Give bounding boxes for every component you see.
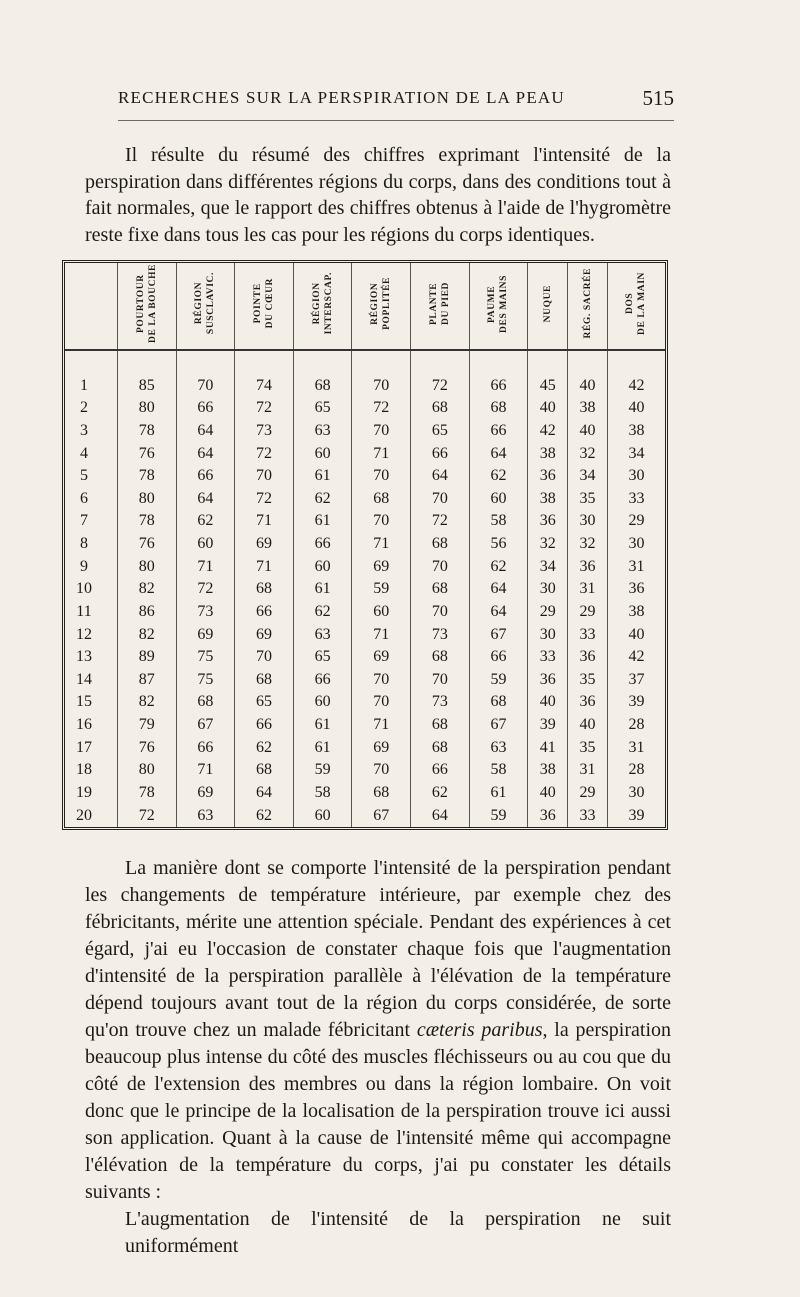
table-cell: 69 bbox=[235, 533, 294, 556]
table-cell: 64 bbox=[176, 420, 235, 443]
table-cell: 36 bbox=[568, 555, 608, 578]
table-cell: 82 bbox=[118, 623, 177, 646]
table-cell: 63 bbox=[293, 420, 352, 443]
column-header bbox=[118, 263, 177, 350]
table-cell: 71 bbox=[352, 442, 411, 465]
table-cell: 71 bbox=[352, 714, 411, 737]
table-cell: 72 bbox=[411, 510, 470, 533]
table-cell: 72 bbox=[235, 487, 294, 510]
running-title: RECHERCHES SUR LA PERSPIRATION DE LA PEAU bbox=[118, 88, 565, 107]
table-cell: 59 bbox=[469, 804, 528, 827]
table-cell: 59 bbox=[469, 668, 528, 691]
table-cell: 40 bbox=[528, 397, 568, 420]
final-line: L'augmentation de l'intensité de la perspiration ne suit uniformément bbox=[125, 1208, 671, 1257]
table-cell: 60 bbox=[352, 601, 411, 624]
row-number-cell: 6 bbox=[80, 489, 88, 507]
row-number-cell: 5 bbox=[80, 467, 88, 485]
table-header-row bbox=[65, 263, 665, 350]
table-row bbox=[65, 533, 665, 556]
table-cell: 28 bbox=[607, 759, 665, 782]
table-cell: 76 bbox=[118, 736, 177, 759]
row-number-cell: 12 bbox=[76, 625, 92, 643]
column-header bbox=[568, 263, 608, 350]
table-cell: 61 bbox=[469, 782, 528, 805]
table-cell: 70 bbox=[411, 601, 470, 624]
table-cell: 33 bbox=[568, 804, 608, 827]
table-cell: 72 bbox=[235, 442, 294, 465]
table-cell: 66 bbox=[176, 736, 235, 759]
table-cell: 69 bbox=[352, 555, 411, 578]
table-cell: 80 bbox=[118, 487, 177, 510]
row-number-cell: 17 bbox=[76, 738, 92, 756]
table-row bbox=[65, 782, 665, 805]
table-cell: 80 bbox=[118, 759, 177, 782]
table-cell: 60 bbox=[176, 533, 235, 556]
table-cell: 68 bbox=[411, 578, 470, 601]
column-header-label: PAUME DES MAINS bbox=[487, 274, 510, 333]
column-header bbox=[607, 263, 665, 350]
table-cell: 66 bbox=[469, 420, 528, 443]
table-cell: 66 bbox=[411, 759, 470, 782]
table-cell: 70 bbox=[352, 668, 411, 691]
row-number-cell: 2 bbox=[80, 399, 88, 417]
table-cell: 66 bbox=[411, 442, 470, 465]
perspiration-table bbox=[65, 263, 665, 827]
row-number-cell: 4 bbox=[80, 444, 88, 462]
table-cell: 39 bbox=[607, 691, 665, 714]
intro-paragraph: Il résulte du résumé des chiffres exprimant l'intensité de la perspiration dans différentes régions du corps, dans des conditions tout à fait normales, que le rapport des chiffres obtenus à l'aide de l'hygromètre reste fixe dans tous les cas pour les régions du corps identiques. bbox=[85, 144, 671, 246]
table-cell: 36 bbox=[568, 691, 608, 714]
table-cell: 70 bbox=[352, 374, 411, 397]
table-cell: 38 bbox=[568, 397, 608, 420]
table-cell: 68 bbox=[235, 759, 294, 782]
fever-paragraph-italic: cæteris paribus bbox=[416, 1019, 543, 1041]
table-cell: 72 bbox=[352, 397, 411, 420]
table-cell: 64 bbox=[176, 442, 235, 465]
spacer-cell bbox=[352, 350, 411, 374]
table-cell: 70 bbox=[352, 420, 411, 443]
spacer-cell bbox=[118, 350, 177, 374]
table-cell: 40 bbox=[607, 623, 665, 646]
table-cell: 56 bbox=[469, 533, 528, 556]
column-header bbox=[176, 263, 235, 350]
row-number-cell: 13 bbox=[76, 648, 92, 666]
table-cell: 80 bbox=[118, 397, 177, 420]
table-cell: 40 bbox=[568, 420, 608, 443]
perspiration-table-frame bbox=[62, 260, 668, 830]
table-cell: 60 bbox=[293, 804, 352, 827]
row-number-cell: 1 bbox=[80, 376, 88, 394]
table-cell: 40 bbox=[528, 782, 568, 805]
spacer-cell bbox=[568, 350, 608, 374]
row-number-cell: 19 bbox=[76, 783, 92, 801]
table-cell: 70 bbox=[235, 646, 294, 669]
table-cell: 31 bbox=[607, 555, 665, 578]
table-cell: 64 bbox=[411, 465, 470, 488]
column-header bbox=[411, 263, 470, 350]
table-cell: 31 bbox=[607, 736, 665, 759]
table-cell: 34 bbox=[528, 555, 568, 578]
table-cell: 73 bbox=[176, 601, 235, 624]
table-cell: 66 bbox=[293, 668, 352, 691]
column-header-label: RÉGION POPLITÉE bbox=[370, 277, 393, 330]
table-cell: 61 bbox=[293, 510, 352, 533]
table-cell: 68 bbox=[469, 691, 528, 714]
table-cell: 78 bbox=[118, 510, 177, 533]
table-cell: 80 bbox=[118, 555, 177, 578]
table-cell: 62 bbox=[411, 782, 470, 805]
table-row bbox=[65, 736, 665, 759]
table-cell: 64 bbox=[469, 578, 528, 601]
fever-paragraph-text-2: , la perspiration beaucoup plus intense du côté des muscles fléchisseurs ou au cou que du côté de l'extension des membres ou dans la région lombaire. On voit donc que le principe de la localisation de la perspiration trouve ici aussi son application. Quant à la cause de l'intensité même qui accompagne l'élévation de la température du corps, j'ai pu constater les détails suivants : bbox=[85, 1019, 672, 1203]
table-cell: 62 bbox=[235, 804, 294, 827]
table-cell: 36 bbox=[568, 646, 608, 669]
running-header bbox=[118, 86, 674, 116]
table-cell: 66 bbox=[469, 646, 528, 669]
table-cell: 68 bbox=[411, 736, 470, 759]
table-row bbox=[65, 510, 665, 533]
table-cell: 36 bbox=[528, 668, 568, 691]
column-header bbox=[293, 263, 352, 350]
table-cell: 86 bbox=[118, 601, 177, 624]
table-cell: 68 bbox=[411, 714, 470, 737]
table-cell: 69 bbox=[352, 646, 411, 669]
fever-paragraph bbox=[85, 855, 671, 1260]
table-cell: 64 bbox=[411, 804, 470, 827]
table-row bbox=[65, 397, 665, 420]
table-cell: 35 bbox=[568, 736, 608, 759]
table-cell: 70 bbox=[352, 759, 411, 782]
table-cell: 70 bbox=[411, 668, 470, 691]
spacer-cell bbox=[65, 350, 118, 374]
table-cell: 65 bbox=[293, 397, 352, 420]
table-cell: 29 bbox=[528, 601, 568, 624]
table-row bbox=[65, 691, 665, 714]
table-cell: 66 bbox=[235, 601, 294, 624]
table-cell: 70 bbox=[352, 691, 411, 714]
table-cell: 70 bbox=[352, 510, 411, 533]
table-cell: 42 bbox=[528, 420, 568, 443]
table-row bbox=[65, 465, 665, 488]
table-cell: 68 bbox=[352, 487, 411, 510]
table-row bbox=[65, 714, 665, 737]
table-cell: 64 bbox=[176, 487, 235, 510]
table-cell: 58 bbox=[469, 510, 528, 533]
column-header bbox=[469, 263, 528, 350]
table-cell: 41 bbox=[528, 736, 568, 759]
table-cell: 30 bbox=[528, 578, 568, 601]
column-header-label: RÉGION INTERSCAP. bbox=[311, 272, 334, 335]
row-number-cell: 14 bbox=[76, 670, 92, 688]
table-cell: 69 bbox=[352, 736, 411, 759]
table-cell: 30 bbox=[568, 510, 608, 533]
table-cell: 38 bbox=[528, 442, 568, 465]
table-cell: 62 bbox=[176, 510, 235, 533]
table-cell: 70 bbox=[352, 465, 411, 488]
table-cell: 66 bbox=[293, 533, 352, 556]
table-cell: 36 bbox=[528, 804, 568, 827]
row-number-cell: 16 bbox=[76, 716, 92, 734]
table-cell: 64 bbox=[235, 782, 294, 805]
table-cell: 73 bbox=[411, 623, 470, 646]
table-cell: 85 bbox=[118, 374, 177, 397]
table-cell: 70 bbox=[411, 487, 470, 510]
table-cell: 71 bbox=[176, 555, 235, 578]
row-number-cell: 11 bbox=[76, 602, 92, 620]
table-cell: 37 bbox=[607, 668, 665, 691]
spacer-cell bbox=[528, 350, 568, 374]
spacer-cell bbox=[176, 350, 235, 374]
table-cell: 74 bbox=[235, 374, 294, 397]
row-number-cell: 10 bbox=[76, 580, 92, 598]
table-cell: 70 bbox=[411, 555, 470, 578]
table-cell: 40 bbox=[528, 691, 568, 714]
table-cell: 30 bbox=[607, 782, 665, 805]
spacer-cell bbox=[293, 350, 352, 374]
column-header-label: POINTE DU CŒUR bbox=[253, 278, 276, 329]
table-cell: 69 bbox=[176, 623, 235, 646]
table-cell: 60 bbox=[293, 555, 352, 578]
table-cell: 66 bbox=[176, 465, 235, 488]
table-cell: 78 bbox=[118, 465, 177, 488]
table-cell: 29 bbox=[568, 782, 608, 805]
table-cell: 36 bbox=[528, 465, 568, 488]
table-cell: 61 bbox=[293, 578, 352, 601]
table-cell: 76 bbox=[118, 533, 177, 556]
table-cell: 76 bbox=[118, 442, 177, 465]
table-cell: 32 bbox=[568, 533, 608, 556]
table-cell: 65 bbox=[235, 691, 294, 714]
table-cell: 65 bbox=[411, 420, 470, 443]
table-cell: 59 bbox=[352, 578, 411, 601]
table-cell: 61 bbox=[293, 714, 352, 737]
table-cell: 33 bbox=[528, 646, 568, 669]
table-cell: 33 bbox=[607, 487, 665, 510]
table-cell: 65 bbox=[293, 646, 352, 669]
table-cell: 35 bbox=[568, 487, 608, 510]
table-cell: 67 bbox=[469, 623, 528, 646]
table-cell: 29 bbox=[607, 510, 665, 533]
table-cell: 32 bbox=[528, 533, 568, 556]
table-cell: 71 bbox=[352, 623, 411, 646]
table-cell: 89 bbox=[118, 646, 177, 669]
table-row bbox=[65, 601, 665, 624]
table-row bbox=[65, 668, 665, 691]
column-header bbox=[235, 263, 294, 350]
table-cell: 62 bbox=[469, 555, 528, 578]
table-cell: 68 bbox=[235, 578, 294, 601]
table-cell: 28 bbox=[607, 714, 665, 737]
column-header-label: RÉG. SACRÉE bbox=[582, 268, 593, 339]
table-cell: 62 bbox=[293, 601, 352, 624]
table-cell: 62 bbox=[293, 487, 352, 510]
table-cell: 42 bbox=[607, 646, 665, 669]
table-cell: 58 bbox=[293, 782, 352, 805]
table-body bbox=[65, 350, 665, 827]
spacer-cell bbox=[607, 350, 665, 374]
table-cell: 79 bbox=[118, 714, 177, 737]
table-cell: 71 bbox=[235, 555, 294, 578]
table-row bbox=[65, 578, 665, 601]
column-header-label: RÉGION SUSCLAVIC. bbox=[194, 272, 217, 335]
table-cell: 82 bbox=[118, 578, 177, 601]
column-header-label: POURTOUR DE LA BOUCHE bbox=[135, 264, 158, 343]
table-cell: 68 bbox=[176, 691, 235, 714]
column-header bbox=[528, 263, 568, 350]
table-cell: 36 bbox=[528, 510, 568, 533]
table-cell: 69 bbox=[235, 623, 294, 646]
table-spacer-row bbox=[65, 350, 665, 374]
table-cell: 78 bbox=[118, 420, 177, 443]
row-number-cell: 20 bbox=[76, 806, 92, 824]
table-cell: 30 bbox=[528, 623, 568, 646]
header-rule bbox=[118, 120, 674, 121]
table-cell: 31 bbox=[568, 578, 608, 601]
table-cell: 29 bbox=[568, 601, 608, 624]
table-cell: 72 bbox=[411, 374, 470, 397]
table-cell: 34 bbox=[607, 442, 665, 465]
row-number-cell: 15 bbox=[76, 693, 92, 711]
fever-paragraph-text-1: La manière dont se comporte l'intensité de la perspiration pendant les changements de température intérieure, par exemple chez des fébricitants, mérite une attention spéciale. Pendant des expériences à cet égard, j'ai eu l'occasion de constater chaque fois que l'augmentation d'intensité de la perspiration parallèle à l'élévation de la température dépend toujours avant tout de la région du corps considérée, de sorte qu'on trouve chez un malade fébricitant bbox=[85, 857, 671, 1041]
table-cell: 31 bbox=[568, 759, 608, 782]
table-cell: 42 bbox=[607, 374, 665, 397]
table-cell: 87 bbox=[118, 668, 177, 691]
row-number-cell: 7 bbox=[80, 512, 88, 530]
table-cell: 72 bbox=[235, 397, 294, 420]
page-number: 515 bbox=[642, 86, 674, 110]
table-cell: 60 bbox=[293, 691, 352, 714]
table-cell: 73 bbox=[235, 420, 294, 443]
table-cell: 63 bbox=[176, 804, 235, 827]
table-cell: 75 bbox=[176, 646, 235, 669]
table-cell: 45 bbox=[528, 374, 568, 397]
table-cell: 63 bbox=[293, 623, 352, 646]
table-cell: 40 bbox=[568, 714, 608, 737]
table-cell: 68 bbox=[411, 397, 470, 420]
table-cell: 64 bbox=[469, 601, 528, 624]
table-row bbox=[65, 759, 665, 782]
table-cell: 68 bbox=[235, 668, 294, 691]
table-row bbox=[65, 623, 665, 646]
table-cell: 30 bbox=[607, 533, 665, 556]
table-cell: 78 bbox=[118, 782, 177, 805]
row-number-cell: 9 bbox=[80, 557, 88, 575]
table-cell: 61 bbox=[293, 465, 352, 488]
row-number-cell: 8 bbox=[80, 535, 88, 553]
table-cell: 72 bbox=[176, 578, 235, 601]
row-number-cell: 18 bbox=[76, 761, 92, 779]
table-cell: 67 bbox=[469, 714, 528, 737]
table-cell: 66 bbox=[235, 714, 294, 737]
table-cell: 60 bbox=[293, 442, 352, 465]
table-row bbox=[65, 646, 665, 669]
table-cell: 71 bbox=[352, 533, 411, 556]
table-cell: 40 bbox=[607, 397, 665, 420]
table-row bbox=[65, 487, 665, 510]
spacer-cell bbox=[235, 350, 294, 374]
table-cell: 70 bbox=[176, 374, 235, 397]
table-cell: 66 bbox=[176, 397, 235, 420]
table-cell: 68 bbox=[293, 374, 352, 397]
table-cell: 68 bbox=[411, 646, 470, 669]
table-row bbox=[65, 374, 665, 397]
column-header-label: NUQUE bbox=[542, 284, 553, 323]
table-cell: 39 bbox=[528, 714, 568, 737]
table-cell: 58 bbox=[469, 759, 528, 782]
table-cell: 38 bbox=[607, 601, 665, 624]
spacer-cell bbox=[411, 350, 470, 374]
table-cell: 72 bbox=[118, 804, 177, 827]
table-cell: 61 bbox=[293, 736, 352, 759]
table-row bbox=[65, 442, 665, 465]
table-cell: 34 bbox=[568, 465, 608, 488]
table-cell: 33 bbox=[568, 623, 608, 646]
table-cell: 68 bbox=[469, 397, 528, 420]
column-header-label: PLANTE DU PIED bbox=[428, 282, 451, 325]
table-cell: 67 bbox=[176, 714, 235, 737]
table-cell: 38 bbox=[528, 487, 568, 510]
table-cell: 73 bbox=[411, 691, 470, 714]
table-cell: 59 bbox=[293, 759, 352, 782]
column-header-label: DOS DE LA MAIN bbox=[625, 271, 648, 335]
table-cell: 82 bbox=[118, 691, 177, 714]
table-row bbox=[65, 555, 665, 578]
table-cell: 67 bbox=[352, 804, 411, 827]
table-cell: 68 bbox=[352, 782, 411, 805]
table-cell: 68 bbox=[411, 533, 470, 556]
table-cell: 38 bbox=[607, 420, 665, 443]
column-header bbox=[352, 263, 411, 350]
table-cell: 69 bbox=[176, 782, 235, 805]
table-cell: 32 bbox=[568, 442, 608, 465]
table-cell: 75 bbox=[176, 668, 235, 691]
spacer-cell bbox=[469, 350, 528, 374]
table-row bbox=[65, 420, 665, 443]
table-cell: 71 bbox=[235, 510, 294, 533]
table-cell: 66 bbox=[469, 374, 528, 397]
table-cell: 63 bbox=[469, 736, 528, 759]
table-cell: 38 bbox=[528, 759, 568, 782]
table-row bbox=[65, 804, 665, 827]
table-cell: 62 bbox=[469, 465, 528, 488]
table-cell: 30 bbox=[607, 465, 665, 488]
table-cell: 36 bbox=[607, 578, 665, 601]
table-cell: 40 bbox=[568, 374, 608, 397]
table-cell: 64 bbox=[469, 442, 528, 465]
table-cell: 62 bbox=[235, 736, 294, 759]
header-index-cell bbox=[65, 263, 118, 350]
table-cell: 71 bbox=[176, 759, 235, 782]
table-cell: 70 bbox=[235, 465, 294, 488]
row-number-cell: 3 bbox=[80, 421, 88, 439]
table-cell: 60 bbox=[469, 487, 528, 510]
table-cell: 39 bbox=[607, 804, 665, 827]
table-cell: 35 bbox=[568, 668, 608, 691]
